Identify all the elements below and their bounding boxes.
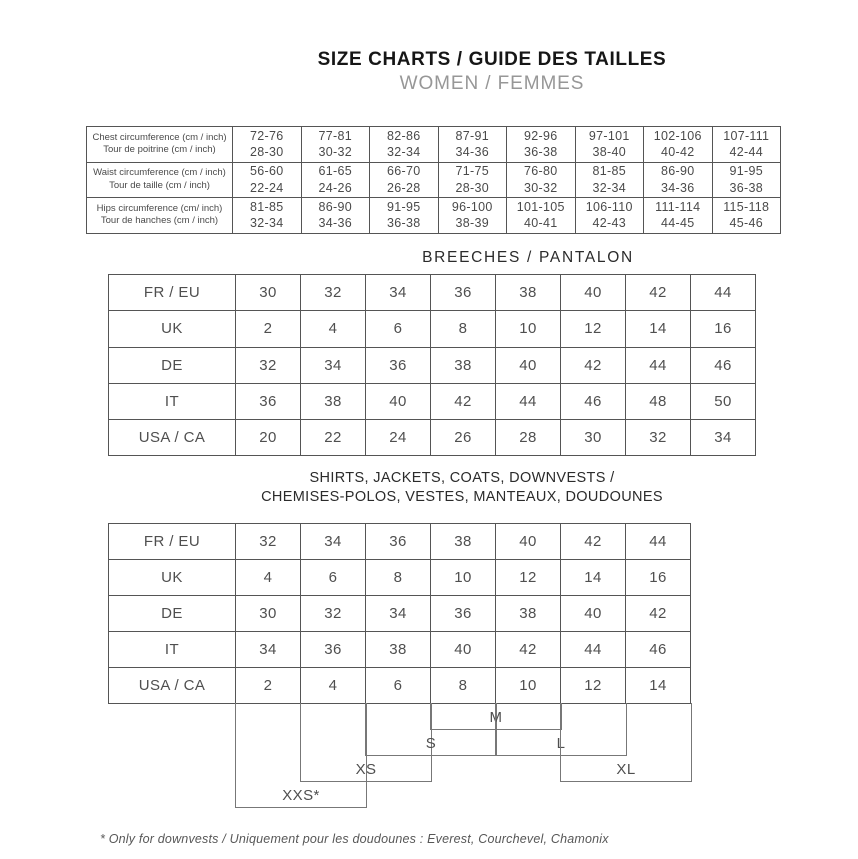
size-value-cell: 42 [561,347,626,383]
measurement-inch: 34-36 [318,216,352,231]
size-value-cell: 40 [496,347,561,383]
measurements-table [86,126,781,234]
size-value-cell: 38 [301,383,366,419]
size-value-cell: 34 [366,596,431,632]
measurement-cm: 107-111 [723,128,770,143]
size-row [109,311,756,347]
measurement-label-en: Waist circumference (cm / inch) [93,167,226,179]
size-bracket [560,703,692,782]
size-value-cell: 34 [236,632,301,668]
size-value-cell: 6 [366,668,431,704]
footnote: * Only for downvests / Uniquement pour les doudounes : Everest, Courchevel, Chamonix [100,832,609,846]
measurement-inch: 40-42 [661,145,695,160]
measurement-inch: 36-38 [524,145,558,160]
shirts-title-line1: SHIRTS, JACKETS, COATS, DOWNVESTS / [309,470,615,486]
size-value-cell: 12 [496,560,561,596]
size-value-cell: 30 [561,420,626,456]
measurement-inch: 42-43 [592,216,626,231]
size-system-label: UK [109,311,236,347]
size-value-cell: 4 [301,311,366,347]
measurement-inch: 38-39 [455,216,489,231]
measurement-cm: 76-80 [524,164,558,179]
measurement-cell [575,162,644,198]
size-bracket-label: M [489,709,503,726]
measurement-cell [438,198,507,234]
size-value-cell: 32 [626,420,691,456]
measurement-cm: 87-91 [455,128,489,143]
measurement-label-fr: Tour de taille (cm / inch) [109,179,210,191]
shirts-section-title [212,469,712,506]
size-row [109,560,691,596]
size-value-cell: 14 [561,560,626,596]
size-value-cell: 8 [431,311,496,347]
measurement-cell [575,127,644,163]
measurement-label-fr: Tour de poitrine (cm / inch) [103,144,216,156]
measurement-inch: 42-44 [729,145,763,160]
size-bracket-label: XS [355,761,377,778]
measurement-label-en: Hips circumference (cm/ inch) [96,202,223,214]
measurement-label [87,127,233,163]
size-value-cell: 44 [626,347,691,383]
size-value-cell: 12 [561,668,626,704]
measurement-inch: 30-32 [318,145,352,160]
size-value-cell: 14 [626,311,691,347]
measurement-cm: 86-90 [318,199,352,214]
size-value-cell: 16 [691,311,756,347]
measurement-label [87,198,233,234]
measurement-cell [507,127,576,163]
measurement-inch: 34-36 [455,145,489,160]
measurement-cm: 91-95 [729,164,763,179]
size-value-cell: 12 [561,311,626,347]
size-value-cell: 44 [496,383,561,419]
size-value-cell: 22 [301,420,366,456]
measurement-cm: 96-100 [451,199,493,214]
measurement-row [87,162,781,198]
size-value-cell: 4 [301,668,366,704]
measurement-inch: 26-28 [387,180,421,195]
page-subtitle: WOMEN / FEMMES [399,73,585,94]
measurement-cm: 106-110 [585,199,633,214]
measurement-inch: 32-34 [387,145,421,160]
measurement-inch: 36-38 [729,180,763,195]
size-value-cell: 48 [626,383,691,419]
size-value-cell: 42 [496,632,561,668]
size-row [109,596,691,632]
measurement-cell [301,162,370,198]
size-system-label: FR / EU [109,275,236,311]
measurement-cm: 81-85 [592,164,626,179]
size-value-cell: 26 [431,420,496,456]
measurement-cm: 82-86 [387,128,421,143]
measurement-cell [507,198,576,234]
size-value-cell: 36 [236,383,301,419]
size-value-cell: 42 [626,275,691,311]
size-row [109,420,756,456]
size-bracket-label: XL [616,761,636,778]
measurement-label-en: Chest circumference (cm / inch) [92,131,227,143]
size-value-cell: 2 [236,668,301,704]
size-value-cell: 46 [626,632,691,668]
measurement-cell [370,162,439,198]
measurement-cell [301,127,370,163]
measurement-cm: 102-106 [653,128,702,143]
measurement-cm: 97-101 [588,128,630,143]
size-system-label: DE [109,596,236,632]
size-value-cell: 38 [496,596,561,632]
measurement-cell [712,198,781,234]
measurement-inch: 32-34 [250,216,284,231]
measurement-inch: 32-34 [592,180,626,195]
measurement-cell [575,198,644,234]
measurement-cell [233,127,302,163]
measurement-cm: 71-75 [455,164,489,179]
size-bracket-label: XXS* [282,787,320,804]
size-value-cell: 30 [236,596,301,632]
measurement-cm: 72-76 [250,128,284,143]
size-value-cell: 42 [561,524,626,560]
measurement-inch: 28-30 [455,180,489,195]
measurement-cm: 101-105 [516,199,565,214]
shirts-title-line2: CHEMISES-POLOS, VESTES, MANTEAUX, DOUDOUNES [261,488,663,505]
measurement-cell [644,127,713,163]
size-value-cell: 10 [496,311,561,347]
measurement-cell [438,162,507,198]
measurement-cell [438,127,507,163]
measurement-inch: 30-32 [524,180,558,195]
measurement-label-fr: Tour de hanches (cm / inch) [100,215,219,227]
size-system-label: IT [109,383,236,419]
size-system-label: IT [109,632,236,668]
size-value-cell: 38 [496,275,561,311]
size-system-label: USA / CA [109,668,236,704]
size-value-cell: 40 [496,524,561,560]
size-value-cell: 34 [691,420,756,456]
size-row [109,347,756,383]
size-value-cell: 8 [431,668,496,704]
shirts-table [108,523,691,704]
size-value-cell: 28 [496,420,561,456]
size-row [109,275,756,311]
size-value-cell: 46 [561,383,626,419]
measurement-inch: 40-41 [524,216,558,231]
size-value-cell: 14 [626,668,691,704]
size-value-cell: 38 [366,632,431,668]
size-value-cell: 46 [691,347,756,383]
size-bracket-label: L [556,735,566,752]
size-value-cell: 44 [626,524,691,560]
measurement-cm: 115-118 [723,199,770,214]
size-value-cell: 34 [366,275,431,311]
measurement-cm: 91-95 [387,199,421,214]
breeches-section-title: BREECHES / PANTALON [422,249,634,266]
size-value-cell: 6 [366,311,431,347]
size-row [109,668,691,704]
measurement-cell [233,162,302,198]
measurement-row [87,127,781,163]
size-value-cell: 34 [301,347,366,383]
measurement-inch: 38-40 [592,145,626,160]
size-system-label: USA / CA [109,420,236,456]
measurement-row [87,198,781,234]
measurement-inch: 28-30 [250,145,284,160]
measurement-inch: 36-38 [387,216,421,231]
size-value-cell: 32 [301,596,366,632]
size-value-cell: 36 [366,347,431,383]
size-value-cell: 24 [366,420,431,456]
size-value-cell: 42 [626,596,691,632]
measurement-cm: 56-60 [250,164,284,179]
size-value-cell: 4 [236,560,301,596]
size-system-label: UK [109,560,236,596]
size-row [109,383,756,419]
measurement-cell [712,162,781,198]
measurement-cm: 61-65 [318,164,352,179]
size-value-cell: 6 [301,560,366,596]
size-system-label: DE [109,347,236,383]
measurement-inch: 24-26 [318,180,352,195]
measurement-inch: 44-45 [661,216,695,231]
size-value-cell: 40 [366,383,431,419]
size-value-cell: 36 [431,275,496,311]
size-value-cell: 8 [366,560,431,596]
size-value-cell: 32 [236,524,301,560]
measurement-cm: 86-90 [661,164,695,179]
size-row [109,632,691,668]
measurement-inch: 45-46 [729,216,763,231]
measurement-cell [301,198,370,234]
measurement-cell [233,198,302,234]
measurement-cell [644,162,713,198]
size-value-cell: 16 [626,560,691,596]
measurement-cm: 111-114 [655,199,701,214]
size-value-cell: 32 [236,347,301,383]
measurement-cm: 66-70 [387,164,421,179]
measurement-cm: 77-81 [318,128,352,143]
breeches-table [108,274,756,456]
measurement-cm: 92-96 [524,128,558,143]
measurement-inch: 22-24 [250,180,284,195]
measurement-cell [712,127,781,163]
size-value-cell: 40 [561,596,626,632]
size-value-cell: 38 [431,524,496,560]
size-value-cell: 42 [431,383,496,419]
measurement-cell [370,198,439,234]
size-value-cell: 36 [366,524,431,560]
size-value-cell: 36 [301,632,366,668]
size-value-cell: 40 [431,632,496,668]
size-value-cell: 50 [691,383,756,419]
size-value-cell: 20 [236,420,301,456]
size-value-cell: 32 [301,275,366,311]
size-value-cell: 34 [301,524,366,560]
measurement-inch: 34-36 [661,180,695,195]
measurement-cell [370,127,439,163]
size-value-cell: 44 [691,275,756,311]
size-value-cell: 2 [236,311,301,347]
size-value-cell: 40 [561,275,626,311]
measurement-cell [644,198,713,234]
size-value-cell: 10 [496,668,561,704]
size-value-cell: 38 [431,347,496,383]
size-bracket-label: S [425,735,437,752]
size-value-cell: 10 [431,560,496,596]
size-value-cell: 44 [561,632,626,668]
measurement-label [87,162,233,198]
page-title: SIZE CHARTS / GUIDE DES TAILLES [317,49,667,70]
size-row [109,524,691,560]
size-value-cell: 30 [236,275,301,311]
size-value-cell: 36 [431,596,496,632]
size-system-label: FR / EU [109,524,236,560]
measurement-cm: 81-85 [250,199,284,214]
measurement-cell [507,162,576,198]
